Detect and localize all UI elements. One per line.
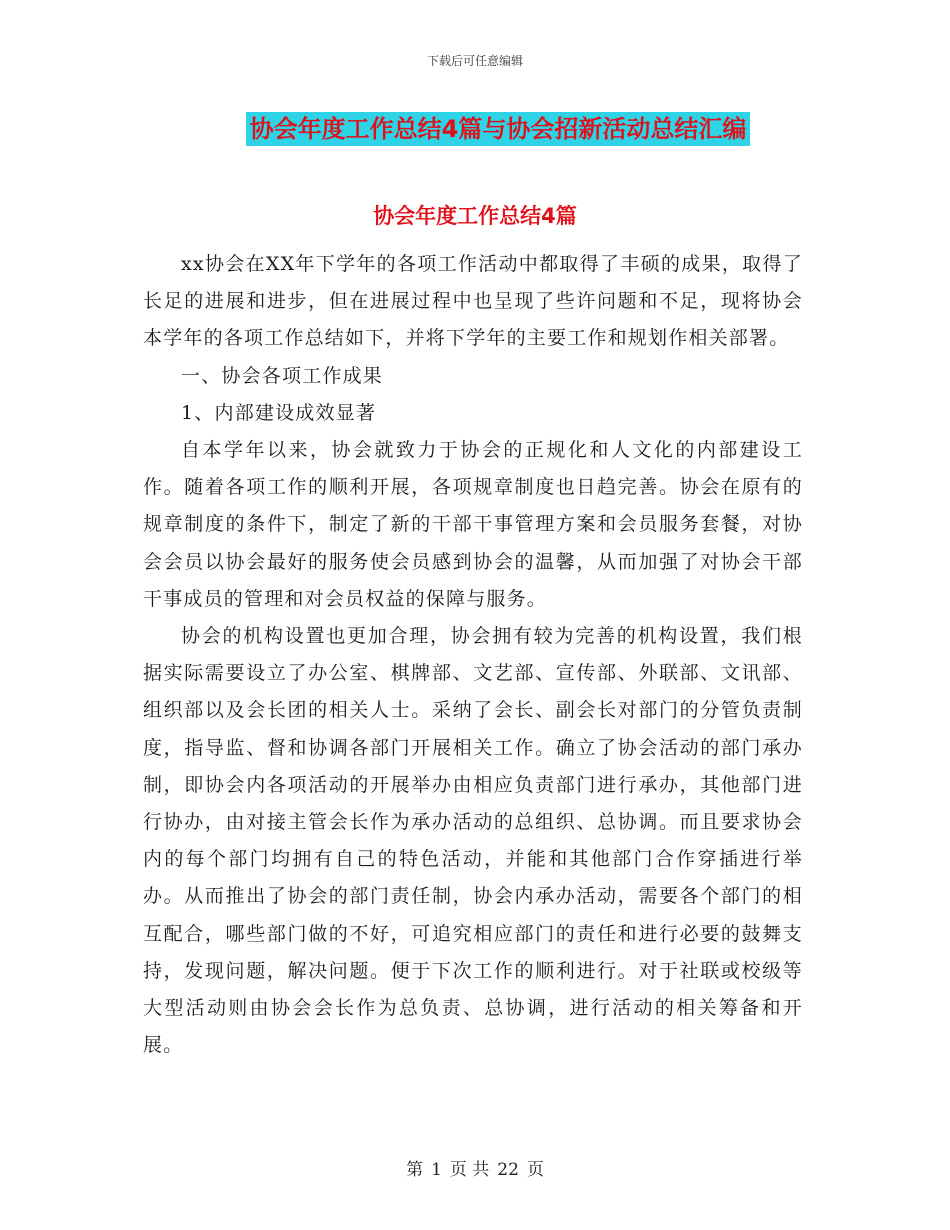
document-body xyxy=(143,246,803,1064)
footer-prefix: 第 xyxy=(406,1160,424,1180)
main-title: 协会年度工作总结4篇与协会招新活动总结汇编 xyxy=(246,112,751,146)
footer-middle: 页 共 xyxy=(449,1160,490,1180)
footer-page-number: 1 xyxy=(431,1160,442,1180)
paragraph-intro: xx协会在XX年下学年的各项工作活动中都取得了丰硕的成果，取得了长足的进展和进步，但在进展过程中也呈现了些许问题和不足，现将协会本学年的各项工作总结如下，并将下学年的主要工作和规划作相关部署。 xyxy=(143,253,803,350)
page-footer xyxy=(0,1155,950,1180)
section-title: 协会年度工作总结4篇 xyxy=(373,204,577,228)
heading-subsection-1: 1、内部建设成效显著 xyxy=(181,401,377,424)
paragraph-organization: 协会的机构设置也更加合理，协会拥有较为完善的机构设置，我们根据实际需要设立了办公室、棋牌部、文艺部、宣传部、外联部、文讯部、组织部以及会长团的相关人士。采纳了会长、副会长对部门的分管负责制度，指导监、督和协调各部门开展相关工作。确立了协会活动的部门承办制，即协会内各项活动的开展举办由相应负责部门进行承办，其他部门进行协办，由对接主管会长作为承办活动的总组织、总协调。而且要求协会内的每个部门均拥有自己的特色活动，并能和其他部门合作穿插进行举办。从而推出了协会的部门责任制，协会内承办活动，需要各个部门的相互配合，哪些部门做的不好，可追究相应部门的责任和进行必要的鼓舞支持，发现问题，解决问题。便于下次工作的顺利进行。对于社联或校级等大型活动则由协会会长作为总负责、总协调，进行活动的相关筹备和开展。 xyxy=(143,625,803,1057)
main-title-container xyxy=(0,112,950,146)
heading-section-1: 一、协会各项工作成果 xyxy=(181,364,384,387)
footer-total-pages: 22 xyxy=(497,1160,519,1180)
paragraph-internal-building: 自本学年以来，协会就致力于协会的正规化和人文化的内部建设工作。随着各项工作的顺利开展，各项规章制度也日趋完善。协会在原有的规章制度的条件下，制定了新的干部干事管理方案和会员服务套餐，对协会会员以协会最好的服务使会员感到协会的温馨，从而加强了对协会干部干事成员的管理和对会员权益的保障与服务。 xyxy=(143,439,803,610)
footer-suffix: 页 xyxy=(526,1160,544,1180)
header-note: 下载后可任意编辑 xyxy=(426,54,523,68)
